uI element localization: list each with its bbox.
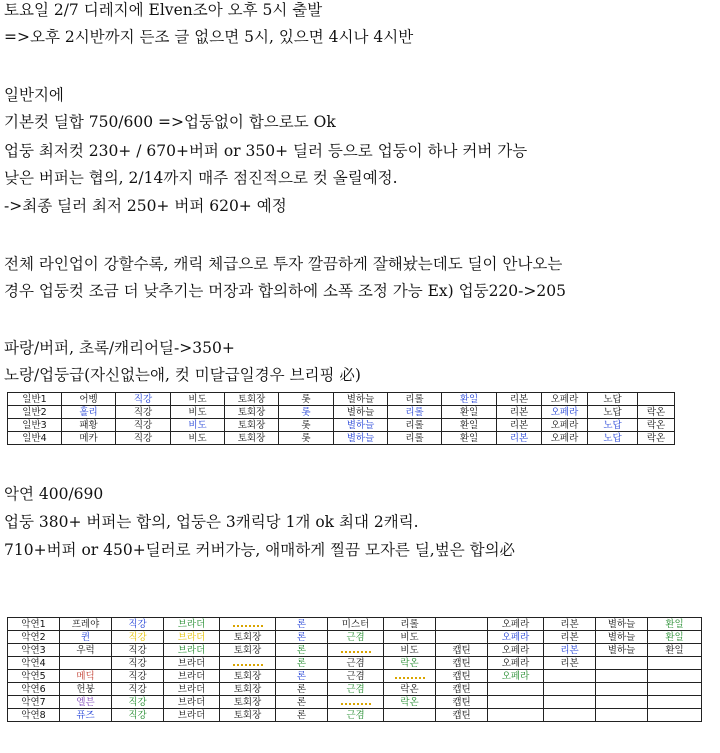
- character-cell: 헌붕: [60, 683, 112, 696]
- character-cell: [488, 683, 544, 696]
- character-cell: 별하늘: [334, 406, 388, 419]
- character-cell: 토회장: [220, 670, 276, 683]
- text-line: 업둥 최저컷 230+ / 670+버퍼 or 350+ 딜러 등으로 업둥이 하나 커버 가능: [4, 142, 528, 160]
- table-row: [8, 419, 675, 432]
- character-cell: 캡틴: [436, 657, 488, 670]
- character-cell: 토회장: [220, 709, 276, 722]
- party-label-cell: 일반2: [8, 406, 62, 419]
- character-cell: 직강: [112, 631, 164, 644]
- party-label-cell: 악연3: [8, 644, 60, 657]
- character-cell: 리본: [544, 644, 596, 657]
- table-row: [8, 696, 702, 709]
- character-cell: 토회장: [220, 683, 276, 696]
- character-cell: 환일: [648, 631, 702, 644]
- character-cell: 퓨즈: [60, 709, 112, 722]
- character-cell: 근겸: [328, 657, 384, 670]
- character-cell: 별하늘: [596, 631, 648, 644]
- character-cell: 홀리: [62, 406, 116, 419]
- text-line: 710+버퍼 or 450+딜러로 커버가능, 애매하게 찔끔 모자른 딜,벞은 합의必: [4, 541, 516, 559]
- character-cell: [328, 644, 384, 657]
- character-cell: [328, 696, 384, 709]
- character-cell: 토회장: [220, 631, 276, 644]
- text-line: 기본컷 딜합 750/600 =>업둥없이 합으로도 Ok: [4, 113, 336, 131]
- party-label-cell: 악연4: [8, 657, 60, 670]
- character-cell: 근겸: [328, 670, 384, 683]
- text-line: 일반지에: [4, 86, 64, 104]
- character-cell: 오페라: [542, 406, 588, 419]
- character-cell: 패황: [62, 419, 116, 432]
- character-cell: 캡틴: [436, 709, 488, 722]
- text-line: 악연 400/690: [4, 485, 104, 503]
- character-cell: 리롤: [388, 419, 442, 432]
- character-cell: [220, 618, 276, 631]
- character-cell: 롯: [279, 393, 334, 406]
- character-cell: [384, 670, 436, 683]
- character-cell: 론: [276, 631, 328, 644]
- character-cell: [544, 709, 596, 722]
- character-cell: [648, 670, 702, 683]
- character-cell: [648, 657, 702, 670]
- character-cell: 롯: [279, 432, 334, 445]
- text-line: 경우 업둥컷 조금 더 낮추기는 머장과 합의하에 소폭 조정 가능 Ex) 업둥220->205: [4, 282, 566, 300]
- character-cell: 락온: [638, 419, 675, 432]
- character-cell: 직강: [116, 432, 171, 445]
- character-cell: 리본: [497, 393, 542, 406]
- character-cell: [596, 657, 648, 670]
- character-cell: 환일: [442, 432, 497, 445]
- character-cell: 캡틴: [436, 683, 488, 696]
- text-line: 노랑/업둥급(자신없는애, 컷 미달급일경우 브리핑 必): [4, 366, 361, 384]
- character-cell: 토회장: [225, 393, 279, 406]
- party-label-cell: 악연2: [8, 631, 60, 644]
- character-cell: 비도: [171, 432, 225, 445]
- character-cell: 리본: [544, 657, 596, 670]
- party-table-general: [7, 392, 675, 445]
- character-cell: 직강: [112, 618, 164, 631]
- character-cell: [638, 393, 675, 406]
- character-cell: 오페라: [542, 419, 588, 432]
- character-cell: 오페라: [488, 657, 544, 670]
- character-cell: 토회장: [220, 644, 276, 657]
- character-cell: [596, 683, 648, 696]
- party-label-cell: 일반1: [8, 393, 62, 406]
- character-cell: 캡틴: [436, 696, 488, 709]
- character-cell: 토회장: [225, 419, 279, 432]
- table-row: [8, 393, 675, 406]
- character-cell: 리본: [497, 419, 542, 432]
- character-cell: 토회장: [225, 432, 279, 445]
- party-label-cell: 악연6: [8, 683, 60, 696]
- character-cell: 리본: [544, 618, 596, 631]
- character-cell: 롯: [279, 419, 334, 432]
- character-cell: 별하늘: [596, 618, 648, 631]
- character-cell: 근겸: [328, 683, 384, 696]
- character-cell: [596, 709, 648, 722]
- character-cell: 노답: [588, 393, 638, 406]
- character-cell: 직강: [112, 696, 164, 709]
- character-cell: 브라더: [164, 683, 220, 696]
- table-row: [8, 618, 702, 631]
- character-cell: 비도: [384, 631, 436, 644]
- character-cell: [488, 696, 544, 709]
- character-cell: 리롤: [384, 618, 436, 631]
- character-cell: 우럭: [60, 644, 112, 657]
- character-cell: 리롤: [388, 393, 442, 406]
- character-cell: 론: [276, 683, 328, 696]
- character-cell: [220, 657, 276, 670]
- character-cell: 비도: [171, 393, 225, 406]
- party-label-cell: 악연5: [8, 670, 60, 683]
- character-cell: 오페라: [488, 618, 544, 631]
- character-cell: 론: [276, 709, 328, 722]
- character-cell: 별하늘: [596, 644, 648, 657]
- character-cell: 리본: [497, 432, 542, 445]
- character-cell: 브라더: [164, 657, 220, 670]
- character-cell: 별하늘: [334, 432, 388, 445]
- character-cell: 브라더: [164, 670, 220, 683]
- character-cell: 노답: [588, 432, 638, 445]
- character-cell: [60, 657, 112, 670]
- character-cell: 캡틴: [436, 670, 488, 683]
- character-cell: 미스터: [328, 618, 384, 631]
- character-cell: [648, 709, 702, 722]
- text-line: ->최종 딜러 최저 250+ 버퍼 620+ 예정: [4, 197, 287, 215]
- character-cell: 리롤: [388, 406, 442, 419]
- character-cell: 캡틴: [436, 644, 488, 657]
- character-cell: [648, 683, 702, 696]
- character-cell: 환일: [442, 393, 497, 406]
- character-cell: 별하늘: [334, 393, 388, 406]
- character-cell: 퀸: [60, 631, 112, 644]
- table-row: [8, 406, 675, 419]
- character-cell: 리본: [544, 631, 596, 644]
- character-cell: 리롤: [388, 432, 442, 445]
- text-line: 전체 라인업이 강할수록, 캐릭 체급으로 투자 깔끔하게 잘해놨는데도 딜이 안나오는: [4, 255, 563, 273]
- character-cell: 비도: [384, 644, 436, 657]
- character-cell: 비도: [171, 419, 225, 432]
- character-cell: 노답: [588, 419, 638, 432]
- character-cell: 브라더: [164, 644, 220, 657]
- party-label-cell: 악연8: [8, 709, 60, 722]
- character-cell: 환일: [442, 419, 497, 432]
- text-line: 업둥 380+ 버퍼는 합의, 업둥은 3캐릭당 1개 ok 최대 2캐릭.: [4, 513, 419, 531]
- table-row: [8, 432, 675, 445]
- party-label-cell: 일반3: [8, 419, 62, 432]
- character-cell: [488, 709, 544, 722]
- table-row: [8, 657, 702, 670]
- character-cell: 론: [276, 618, 328, 631]
- character-cell: 근겸: [328, 631, 384, 644]
- character-cell: 론: [276, 670, 328, 683]
- character-cell: 롯: [279, 406, 334, 419]
- character-cell: 프레야: [60, 618, 112, 631]
- party-label-cell: 악연1: [8, 618, 60, 631]
- character-cell: 브라더: [164, 696, 220, 709]
- party-table-akyeon: [7, 617, 702, 722]
- character-cell: 토회장: [220, 696, 276, 709]
- character-cell: 직강: [116, 419, 171, 432]
- character-cell: 오페라: [488, 670, 544, 683]
- character-cell: 토회장: [225, 406, 279, 419]
- character-cell: [384, 709, 436, 722]
- character-cell: 엘븐: [60, 696, 112, 709]
- character-cell: 직강: [112, 683, 164, 696]
- character-cell: 별하늘: [334, 419, 388, 432]
- character-cell: 환일: [648, 618, 702, 631]
- character-cell: 직강: [112, 709, 164, 722]
- character-cell: [544, 696, 596, 709]
- character-cell: 직강: [112, 670, 164, 683]
- character-cell: [544, 683, 596, 696]
- character-cell: 락온: [384, 683, 436, 696]
- character-cell: 브라더: [164, 618, 220, 631]
- text-line: =>오후 2시반까지 든조 글 없으면 5시, 있으면 4시나 4시반: [4, 28, 414, 46]
- character-cell: 메카: [62, 432, 116, 445]
- text-line: 토요일 2/7 디레지에 Elven조아 오후 5시 출발: [4, 1, 323, 19]
- character-cell: [648, 696, 702, 709]
- character-cell: [596, 696, 648, 709]
- table-row: [8, 631, 702, 644]
- character-cell: 노답: [588, 406, 638, 419]
- text-line: 파랑/버퍼, 초록/캐리어딜->350+: [4, 339, 235, 357]
- character-cell: 오페라: [488, 631, 544, 644]
- character-cell: 직강: [112, 657, 164, 670]
- character-cell: 브라더: [164, 709, 220, 722]
- character-cell: [596, 670, 648, 683]
- character-cell: 환일: [442, 406, 497, 419]
- character-cell: 오페라: [542, 393, 588, 406]
- character-cell: 어벵: [62, 393, 116, 406]
- character-cell: 론: [276, 696, 328, 709]
- character-cell: 락온: [638, 432, 675, 445]
- character-cell: 브라더: [164, 631, 220, 644]
- character-cell: [436, 631, 488, 644]
- character-cell: 론: [276, 644, 328, 657]
- character-cell: 비도: [171, 406, 225, 419]
- character-cell: [544, 670, 596, 683]
- character-cell: 론: [276, 657, 328, 670]
- character-cell: 직강: [112, 644, 164, 657]
- character-cell: 직강: [116, 393, 171, 406]
- table-row: [8, 683, 702, 696]
- character-cell: 락온: [638, 406, 675, 419]
- character-cell: 메딕: [60, 670, 112, 683]
- character-cell: 환일: [648, 644, 702, 657]
- character-cell: 오페라: [488, 644, 544, 657]
- party-label-cell: 일반4: [8, 432, 62, 445]
- character-cell: [436, 618, 488, 631]
- character-cell: 리본: [497, 406, 542, 419]
- table-row: [8, 644, 702, 657]
- text-line: 낮은 버퍼는 협의, 2/14까지 매주 점진적으로 컷 올릴예정.: [4, 169, 398, 187]
- table-row: [8, 709, 702, 722]
- character-cell: 직강: [116, 406, 171, 419]
- party-label-cell: 악연7: [8, 696, 60, 709]
- table-row: [8, 670, 702, 683]
- character-cell: 근겸: [328, 709, 384, 722]
- character-cell: 락온: [384, 657, 436, 670]
- character-cell: 오페라: [542, 432, 588, 445]
- character-cell: 락온: [384, 696, 436, 709]
